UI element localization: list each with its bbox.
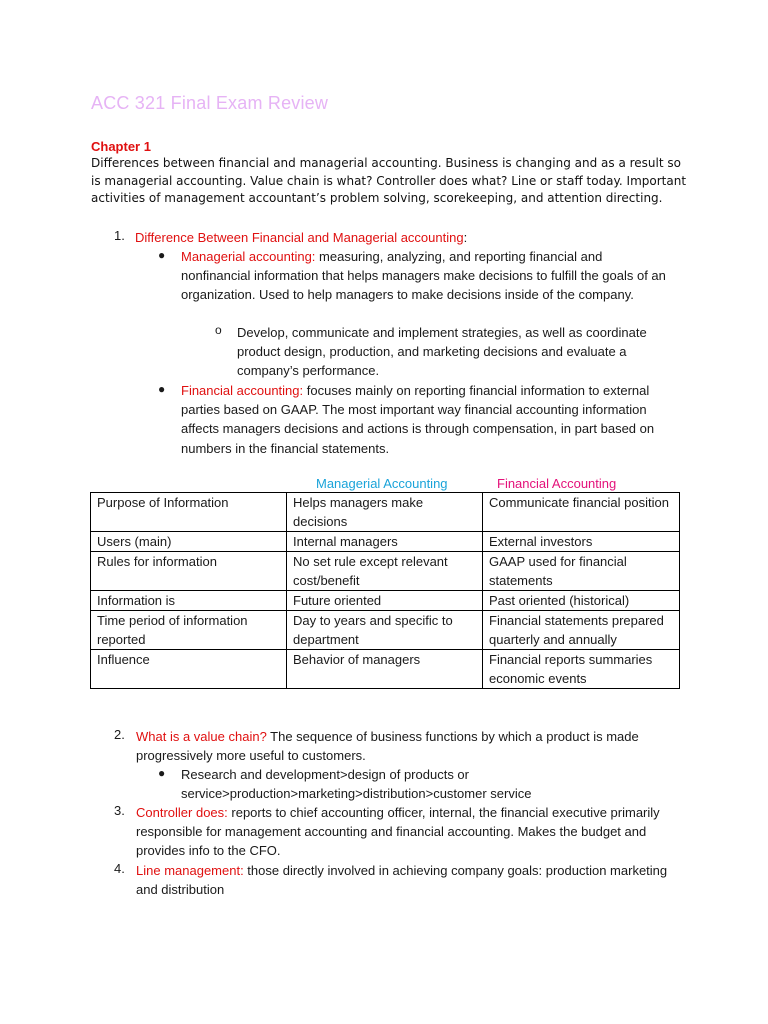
table-row bbox=[91, 591, 680, 611]
line-management-label: Line management: bbox=[136, 863, 244, 878]
bullet-marker: ● bbox=[158, 382, 166, 396]
section-1-heading bbox=[135, 228, 675, 247]
row-label: Rules for information bbox=[91, 552, 287, 591]
comparison-table bbox=[90, 492, 680, 689]
line-management-text: those directly involved in achieving company goals: production marketing and distribution bbox=[136, 863, 668, 898]
managerial-accounting-label: Managerial accounting: bbox=[181, 249, 316, 264]
financial-accounting-label: Financial accounting: bbox=[181, 383, 304, 398]
chapter-intro: Differences between financial and managerial accounting. Business is changing and as a result so is managerial accounting. Value chain is what? Controller does what? Line or staff today. Important activities of management accountant’s problem solving, scorekeeping, and attention directing. bbox=[91, 156, 687, 205]
financial-accounting-bullet bbox=[181, 381, 675, 458]
doc-title: ACC 321 Final Exam Review bbox=[91, 93, 329, 113]
value-chain-steps: Research and development>design of products or service>production>marketing>distribution>customer service bbox=[181, 767, 532, 802]
table-row bbox=[91, 611, 680, 650]
managerial-cell: No set rule except relevant cost/benefit bbox=[287, 552, 483, 591]
value-chain-item bbox=[136, 727, 676, 765]
controller-item bbox=[136, 803, 676, 861]
managerial-accounting-subpoint: Develop, communicate and implement strategies, as well as coordinate product design, production, and marketing decisions and evaluate a company’s performance. bbox=[237, 325, 647, 379]
table-row bbox=[91, 552, 680, 591]
section-2-number: 2. bbox=[114, 727, 125, 742]
controller-text: reports to chief accounting officer, internal, the financial executive primarily responsible for management accounting and financial accounting. Makes the budget and provides info to the CFO. bbox=[136, 805, 660, 859]
bullet-marker: ● bbox=[158, 766, 166, 780]
managerial-cell: Day to years and specific to department bbox=[287, 611, 483, 650]
managerial-cell: Internal managers bbox=[287, 532, 483, 552]
section-3-number: 3. bbox=[114, 803, 125, 818]
financial-cell: GAAP used for financial statements bbox=[483, 552, 680, 591]
financial-cell: External investors bbox=[483, 532, 680, 552]
managerial-cell: Helps managers make decisions bbox=[287, 493, 483, 532]
section-4-number: 4. bbox=[114, 861, 125, 876]
managerial-cell: Future oriented bbox=[287, 591, 483, 611]
financial-cell: Communicate financial position bbox=[483, 493, 680, 532]
column-header-managerial: Managerial Accounting bbox=[316, 476, 448, 491]
row-label: Users (main) bbox=[91, 532, 287, 552]
sub-bullet-marker: o bbox=[215, 323, 222, 337]
row-label: Purpose of Information bbox=[91, 493, 287, 532]
row-label: Influence bbox=[91, 650, 287, 689]
column-header-financial: Financial Accounting bbox=[497, 476, 617, 491]
section-1-number: 1. bbox=[114, 228, 125, 243]
chapter-heading: Chapter 1 bbox=[91, 139, 151, 154]
section-1-heading-text: Difference Between Financial and Managerial accounting bbox=[135, 230, 464, 245]
managerial-accounting-bullet bbox=[181, 247, 675, 305]
financial-cell: Past oriented (historical) bbox=[483, 591, 680, 611]
line-management-item bbox=[136, 861, 676, 899]
bullet-marker: ● bbox=[158, 248, 166, 262]
row-label: Information is bbox=[91, 591, 287, 611]
row-label: Time period of information reported bbox=[91, 611, 287, 650]
managerial-accounting-text: measuring, analyzing, and reporting financial and nonfinancial information that helps managers make decisions to fulfill the goals of an organization. Used to help managers to make decisions inside of the company. bbox=[181, 249, 666, 303]
table-row bbox=[91, 532, 680, 552]
table-row bbox=[91, 493, 680, 532]
financial-accounting-text: focuses mainly on reporting financial information to external parties based on GAAP. The most important way financial accounting information affects managers decisions and actions is through compensation, in part based on numbers in the financial statements. bbox=[181, 383, 655, 456]
financial-cell: Financial reports summaries economic events bbox=[483, 650, 680, 689]
controller-label: Controller does: bbox=[136, 805, 228, 820]
section-1-heading-colon: : bbox=[463, 230, 468, 245]
value-chain-label: What is a value chain? bbox=[136, 729, 267, 744]
managerial-cell: Behavior of managers bbox=[287, 650, 483, 689]
value-chain-text: The sequence of business functions by which a product is made progressively more useful to customers. bbox=[136, 729, 639, 764]
table-row bbox=[91, 650, 680, 689]
financial-cell: Financial statements prepared quarterly and annually bbox=[483, 611, 680, 650]
